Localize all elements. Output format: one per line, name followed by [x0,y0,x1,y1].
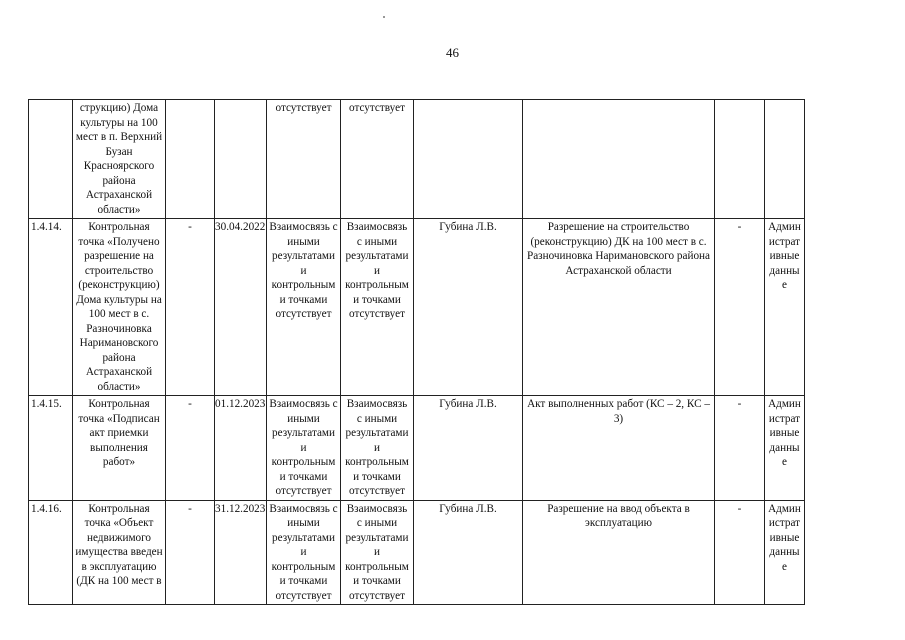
cell-relation-2: Взаимосвязь с иными результатами и контрольными точками отсутствует [341,219,414,396]
cell-dash: - [166,219,215,396]
cell-dash-2 [715,100,765,219]
cell-name: Контрольная точка «Подписан акт приемки выполнения работ» [73,396,166,501]
cell-relation-1: Взаимосвязь с иными результатами и контрольными точками отсутствует [267,219,341,396]
cell-responsible: Губина Л.В. [414,500,523,605]
table-row [29,219,805,396]
cell-relation-1: Взаимосвязь с иными результатами и контрольными точками отсутствует [267,396,341,501]
cell-relation-2: Взаимосвязь с иными результатами и контрольными точками отсутствует [341,500,414,605]
control-points-table [28,99,805,605]
cell-source: Административные данные [765,500,805,605]
cell-dash [166,100,215,219]
cell-source: Административные данные [765,396,805,501]
scan-speck [383,16,385,18]
cell-relation-2: отсутствует [341,100,414,219]
cell-dash: - [166,500,215,605]
cell-source: Административные данные [765,219,805,396]
cell-date [215,100,267,219]
cell-responsible [414,100,523,219]
cell-date: 30.04.2022 [215,219,267,396]
cell-responsible: Губина Л.В. [414,219,523,396]
cell-document: Разрешение на строительство (реконструкцию) ДК на 100 мест в с. Разночиновка Наримановского района Астраханской области [523,219,715,396]
cell-name: струкцию) Дома культуры на 100 мест в п. Верхний Бузан Красноярского района Астраханской области» [73,100,166,219]
cell-date: 31.12.2023 [215,500,267,605]
cell-dash-2: - [715,219,765,396]
cell-responsible: Губина Л.В. [414,396,523,501]
cell-date: 01.12.2023 [215,396,267,501]
cell-document: Разрешение на ввод объекта в эксплуатацию [523,500,715,605]
table-row [29,396,805,501]
table-row [29,100,805,219]
table-row [29,500,805,605]
cell-relation-2: Взаимосвязь с иными результатами и контрольными точками отсутствует [341,396,414,501]
cell-relation-1: отсутствует [267,100,341,219]
cell-number [29,100,73,219]
cell-relation-1: Взаимосвязь с иными результатами и контрольными точками отсутствует [267,500,341,605]
cell-dash: - [166,396,215,501]
cell-number: 1.4.16. [29,500,73,605]
cell-dash-2: - [715,500,765,605]
cell-number: 1.4.15. [29,396,73,501]
page-number: 46 [446,45,459,60]
cell-name: Контрольная точка «Объект недвижимого имущества введен в эксплуатацию (ДК на 100 мест в [73,500,166,605]
cell-number: 1.4.14. [29,219,73,396]
cell-document [523,100,715,219]
cell-document: Акт выполненных работ (КС – 2, КС – 3) [523,396,715,501]
cell-dash-2: - [715,396,765,501]
cell-name: Контрольная точка «Получено разрешение на строительство (реконструкцию) Дома культуры на 100 мест в с. Разночиновка Наримановского района Астраханской области» [73,219,166,396]
cell-source [765,100,805,219]
